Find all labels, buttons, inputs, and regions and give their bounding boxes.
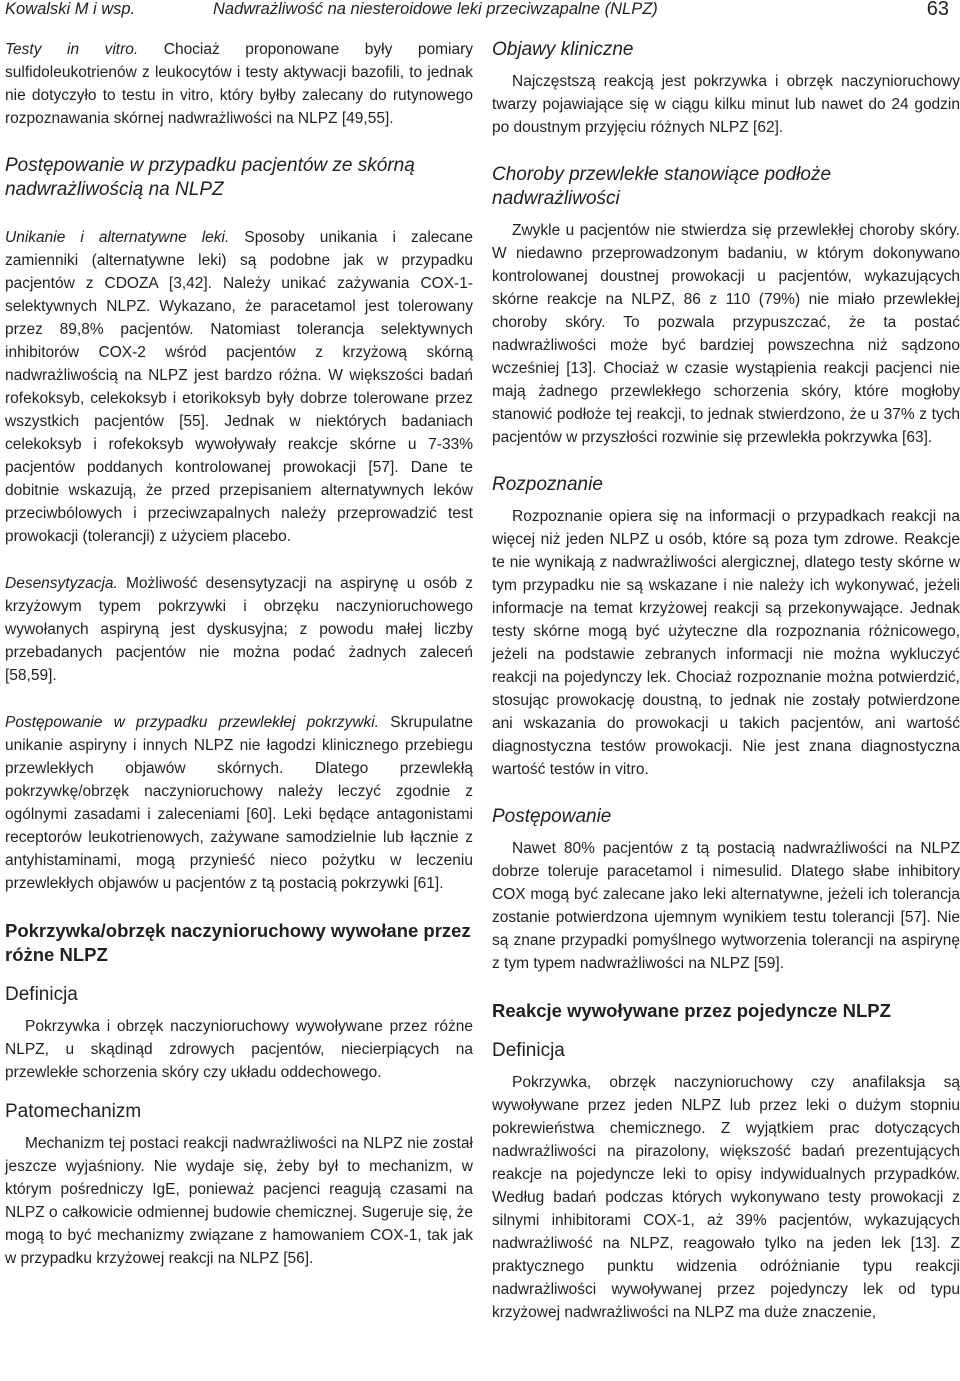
- paragraph-body: Sposoby unikania i zalecane zamienniki (alternatywne leki) są podobne jak w przypadku pacjentów z CDOZA [3,42]. Należy unikać zażywania COX-1-selektywnych NLPZ. Wykazano, że paracetamol jest tolerowany przez 89,8% pacjentów. Natomiast tolerancja selektywnych inhibitorów COX-2 wśród pacjentów z krzyżową skórną nadwrażliwością na NLPZ jest bardzo różna. W większości badań rofekoksyb, celekoksyb i etorikoksyb były dobrze tolerowane przez wszystkich pacjentów [55]. Jednak w niektórych badaniach celekoksyb i rofekoksyb wywoływały reakcje skórne u 7-33% pacjentów poddanych kontrolowanej prowokacji [57]. Dane te dobitnie wskazują, że przed przepisaniem alternatywnych leków przeciwbólowych i przeciwzapalnych należy przeprowadzić test prowokacji (tolerancji) z użyciem placebo.: [5, 229, 474, 545]
- paragraph-definicja-2: Pokrzywka, obrzęk naczynioruchowy czy anafilaksja są wywoływane przez jeden NLPZ lub przez leki o dużym stopniu pokrewieństwa chemicznego. Z wyjątkiem prac dotyczących nadwrażliwości na pirazolony, większość badań prezentujących reakcje na pojedyncze leki to opisy indywidualnych przypadków. Według badań podczas których wykonywano testy prowokacji z silnymi inhibitorami COX-1, aż 39% pacjentów, wykazujących nadwrażliwość na NLPZ, reagowało tylko na jeden lek [13]. Z praktycznego punktu widzenia odróżnianie typu reakcji nadwrażliwości wywoływanej przez pojedynczy lek od typu krzyżowej nadwrażliwości na NLPZ ma duże znaczenie,: [492, 1074, 960, 1321]
- right-column: [492, 38, 960, 1324]
- paragraph-patomechanizm: Mechanizm tej postaci reakcji nadwrażliwości na NLPZ nie został jeszcze wyjaśniony. Nie wydaje się, żeby był to mechanizm, w którym pośredniczy IgE, ponieważ pacjenci reagują czasami na NLPZ o całkowicie odmiennej budowie chemicznej. Sugeruje się, że mogą to być mechanizmy związane z hamowaniem COX-1, tak jak w przypadku krzyżowej reakcji na NLPZ [56].: [5, 1135, 473, 1267]
- subheading-postepowanie: Postępowanie: [492, 806, 612, 827]
- paragraph-testy-in-vitro: [5, 38, 473, 130]
- paragraph-lead: Desensytyzacja.: [5, 575, 118, 592]
- paragraph-definicja: Pokrzywka i obrzęk naczynioruchowy wywoływane przez różne NLPZ, u skądinąd zdrowych pacjentów, niecierpiących na przewlekłe schorzenia skóry czy układu oddechowego.: [5, 1018, 473, 1081]
- paragraph-unikanie: [5, 226, 473, 548]
- paragraph-body: Chociaż proponowane były pomiary sulfidoleukotrienów z leukocytów i testy aktywacji bazofili, to jednak nie dotyczyło to testu in vitro, który byłby zalecany do rutynowego rozpoznawania skórnej nadwrażliwości na NLPZ [49,55].: [5, 41, 473, 127]
- subheading-definicja: Definicja: [5, 984, 78, 1005]
- header-title: Nadwrażliwość na niesteroidowe leki przeciwzapalne (NLPZ): [213, 0, 658, 18]
- paragraph-choroby: Zwykle u pacjentów nie stwierdza się przewlekłej choroby skóry. W niedawno przeprowadzonym badaniu, w którym dokonywano kontrolowanej doustnej prowokacji u pacjentów, wykazujących skórne reakcje na NLPZ, 86 z 110 (79%) nie miało przewlekłej choroby skóry. To pozwala przypuszczać, że ta postać nadwrażliwości może być bardziej powszechna niż sądzono wcześniej [13]. Chociaż w czasie wystąpienia reakcji pacjenci nie mają żadnego przewlekłego schorzenia skóry, które mogłoby stanowić podłoże tej reakcji, to jednak stwierdzono, że u 37% z tych pacjentów w przyszłości rozwinie się przewlekła pokrzywka [63].: [492, 222, 960, 446]
- major-heading-pokrzywka-rozne-nlpz: Pokrzywka/obrzęk naczynioruchowy wywołane przez różne NLPZ: [5, 920, 471, 965]
- paragraph-body: Skrupulatne unikanie aspiryny i innych NLPZ nie łagodzi klinicznego przebiegu przewlekłych objawów skórnych. Dlatego przewlekłą pokrzywkę/obrzęk naczynioruchowy należy leczyć zgodnie z ogólnymi zasadami i zaleceniami [60]. Leki będące antagonistami receptorów leukotrienowych, zażywane samodzielnie lub łącznie z antyhistaminami, mogą przynieść nieco pożytku w leczeniu przewlekłych objawów u pacjentów z tą postacią pokrzywki [61].: [5, 714, 473, 892]
- paragraph-przewlekla-pokrzywka: [5, 711, 473, 895]
- paragraph-desensytyzacja: [5, 572, 473, 687]
- subheading-rozpoznanie: Rozpoznanie: [492, 474, 603, 495]
- paragraph-lead: Postępowanie w przypadku przewlekłej pokrzywki.: [5, 714, 380, 731]
- subheading-choroby-przewlekle: Choroby przewlekłe stanowiące podłoże nadwrażliwości: [492, 164, 832, 209]
- paragraph-postepowanie: Nawet 80% pacjentów z tą postacią nadwrażliwości na NLPZ dobrze toleruje paracetamol i nimesulid. Dlatego słabe inhibitory COX mogą być zalecane jako leki alternatywne, jeżeli ich tolerancja zostanie potwierdzona ujemnym wynikiem testu tolerancji [57]. Nie są znane przypadki pomyślnego wytworzenia tolerancji na aspirynę z tym typem nadwrażliwości na NLPZ [59].: [492, 840, 960, 972]
- page-number: 63: [926, 0, 949, 20]
- running-header: [5, 0, 955, 30]
- section-heading-postepowanie-skorna: Postępowanie w przypadku pacjentów ze skórną nadwrażliwością na NLPZ: [5, 155, 415, 200]
- left-column: [5, 38, 473, 1270]
- paragraph-body: Możliwość desensytyzacji na aspirynę u osób z krzyżowym typem pokrzywki i obrzęku naczynioruchowego wywołanych aspiryną jest dyskusyjna; z powodu małej liczby przebadanych pacjentów nie można podać żadnych zaleceń [58,59].: [5, 575, 473, 684]
- paragraph-rozpoznanie: Rozpoznanie opiera się na informacji o przypadkach reakcji na więcej niż jeden NLPZ u osób, które są poza tym zdrowe. Reakcje te nie wynikają z nadwrażliwości alergicznej, dlatego testy skórne w tym przypadku nie są wskazane i nie należy ich wykonywać, jeżeli informacje na temat krzyżowej reakcji są przekonywające. Jednak testy skórne mogą być użyteczne dla rozpoznania różnicowego, jeżeli na podstawie zebranych informacji nie można wykluczyć reakcji na pojedynczy lek. Chociaż rozpoznanie można potwierdzić, stosując prowokację doustną, to jednak nie zostały potwierdzone ani wskazania do prowokacji u takich pacjentów, ani wartość diagnostyczna testów prowokacji. Nie jest znana diagnostyczna wartość testów in vitro.: [492, 508, 960, 778]
- header-authors: Kowalski M i wsp.: [5, 0, 136, 18]
- major-heading-pojedyncze-nlpz: Reakcje wywoływane przez pojedyncze NLPZ: [492, 1000, 891, 1021]
- paragraph-objawy: Najczęstszą reakcją jest pokrzywka i obrzęk naczynioruchowy twarzy pojawiające się w ciągu kilku minut lub nawet do 24 godzin po doustnym przyjęciu różnych NLPZ [62].: [492, 73, 960, 136]
- subheading-definicja-2: Definicja: [492, 1040, 565, 1061]
- paragraph-lead: Unikanie i alternatywne leki.: [5, 229, 230, 246]
- subheading-patomechanizm: Patomechanizm: [5, 1101, 142, 1122]
- paragraph-lead: Testy in vitro.: [5, 41, 139, 58]
- subheading-objawy-kliniczne: Objawy kliniczne: [492, 39, 634, 60]
